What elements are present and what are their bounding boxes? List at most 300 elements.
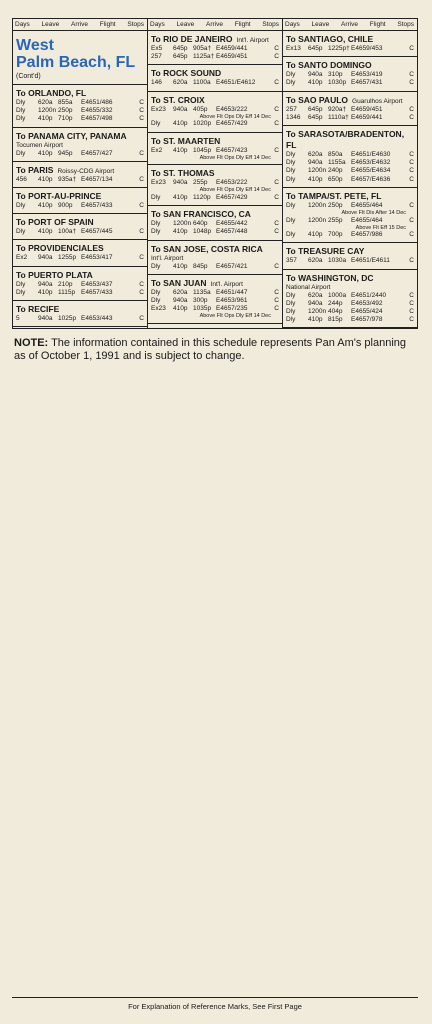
- flight-row: [151, 289, 279, 297]
- header-flight: Flight: [369, 21, 386, 28]
- flight-stops: C: [409, 159, 414, 167]
- destination-block: [283, 188, 417, 244]
- flight-number: E4653/419: [351, 71, 383, 79]
- flight-stops: C: [274, 120, 279, 128]
- destination-block: [13, 162, 147, 188]
- destination-title: To SARASOTA/BRADENTON, FL: [286, 129, 405, 151]
- flight-leave: 1200n: [173, 220, 192, 228]
- flight-leave: 940a: [173, 105, 188, 113]
- flight-row: [16, 228, 144, 236]
- flight-number: E4657/429: [216, 193, 248, 201]
- flight-leave: 620a: [308, 257, 323, 265]
- header-stops: Stops: [397, 21, 414, 28]
- flight-row: [286, 45, 414, 53]
- flight-days: Ex2: [16, 254, 28, 262]
- destination-name: [16, 217, 144, 228]
- destination-title: To PANAMA CITY, PANAMA: [16, 130, 127, 141]
- destination-name: [151, 278, 279, 289]
- flight-days: 257: [286, 105, 297, 113]
- header-flight: Flight: [99, 21, 116, 28]
- flight-days: Ex2: [151, 146, 163, 154]
- flight-stops: C: [409, 151, 414, 159]
- flight-number: E4653/E4632: [351, 159, 391, 167]
- flight-stops: C: [409, 113, 414, 121]
- destination-name: [151, 68, 279, 79]
- destination-block: [13, 301, 147, 327]
- flight-leave: 1200n: [308, 216, 327, 224]
- note-label: NOTE:: [14, 337, 49, 350]
- flight-row: [151, 220, 279, 228]
- flight-arrive: 1000a: [328, 291, 347, 299]
- flight-leave: 940a: [38, 254, 53, 262]
- flight-leave: 645p: [308, 45, 323, 52]
- flight-days: Dly: [151, 220, 161, 228]
- flight-arrive: 300p: [193, 296, 208, 304]
- flight-arrive: 815p: [328, 316, 343, 324]
- flight-stops: C: [139, 315, 144, 323]
- airport-note: Int'l. Airport: [210, 280, 243, 288]
- flight-leave: 410p: [38, 149, 53, 157]
- flight-arrive: 710p: [58, 115, 73, 123]
- destination-title: To SANTO DOMINGO: [286, 60, 372, 71]
- flight-number: E4653/222: [216, 179, 248, 187]
- flight-arrive: 1120p: [193, 193, 211, 201]
- flight-leave: 410p: [38, 202, 53, 210]
- flight-stops: C: [409, 79, 414, 87]
- flight-row: [16, 281, 144, 289]
- flight-stops: C: [139, 228, 144, 236]
- flight-arrive: 920a†: [328, 105, 347, 113]
- flight-days: Dly: [151, 262, 161, 270]
- schedule-column: [148, 18, 283, 328]
- flight-arrive: 640p: [193, 220, 208, 228]
- flight-days: Dly: [286, 71, 296, 79]
- flight-number: E4657/235: [216, 305, 248, 313]
- flight-leave: 410p: [308, 316, 323, 324]
- flight-stops: C: [274, 288, 279, 296]
- flight-row: [286, 231, 414, 239]
- destination-block: [148, 31, 282, 65]
- flight-days: Dly: [151, 288, 161, 296]
- flight-leave: 940a: [308, 71, 323, 79]
- flight-number: E4657/433: [81, 288, 113, 296]
- header-stops: Stops: [127, 21, 144, 28]
- header-arrive: Arrive: [341, 21, 358, 28]
- flight-number: E4653/443: [81, 315, 113, 323]
- destination-name: [151, 34, 279, 45]
- flight-days: Dly: [286, 291, 296, 299]
- flight-stops: C: [274, 296, 279, 304]
- flight-days: Dly: [16, 107, 26, 115]
- flight-arrive: 1048p: [193, 228, 212, 236]
- flight-stops: C: [139, 280, 144, 288]
- flight-row: [16, 107, 144, 115]
- destination-block: [13, 85, 147, 128]
- flight-arrive: 905a†: [193, 45, 212, 52]
- destination-title: To SAN JUAN: [151, 277, 207, 288]
- flight-number: E4657/431: [351, 79, 383, 87]
- flight-leave: 620a: [173, 79, 188, 87]
- flight-row: [151, 45, 279, 53]
- flight-leave: 410p: [173, 228, 188, 236]
- destination-name: [16, 304, 144, 315]
- flight-leave: 1200n: [308, 308, 327, 316]
- flight-arrive: 1045p: [193, 146, 212, 154]
- destination-title: To RIO DE JANEIRO: [151, 34, 233, 44]
- flight-row: [16, 202, 144, 210]
- flight-leave: 1200n: [308, 167, 327, 175]
- flight-days: 357: [286, 257, 297, 265]
- destination-block: [148, 65, 282, 91]
- flight-stops: C: [139, 202, 144, 210]
- destination-name: [16, 191, 144, 202]
- airport-note: National Airport: [286, 283, 331, 291]
- flight-leave: 940a: [38, 315, 53, 323]
- header-days: Days: [285, 21, 300, 28]
- flight-leave: 410p: [308, 175, 323, 183]
- flight-arrive: 404p: [328, 308, 343, 316]
- airport-note: Roissy-CDG Airport: [57, 167, 115, 175]
- flight-arrive: 1030p: [328, 79, 347, 87]
- flight-days: Ex5: [151, 45, 163, 52]
- flight-leave: 410p: [38, 228, 53, 236]
- flight-subnote: Above Flt Ops Dly Eff 14 Dec: [199, 113, 271, 120]
- column-header: [148, 18, 282, 31]
- destination-title: To SAN FRANCISCO, CA: [151, 209, 251, 220]
- flight-days: Dly: [16, 99, 26, 106]
- column-header: [283, 18, 417, 31]
- flight-leave: 620a: [38, 99, 53, 106]
- flight-number: E4655/E4634: [351, 167, 391, 175]
- flight-number: E4657/E4636: [351, 175, 391, 183]
- flight-number: E4655/332: [81, 107, 113, 115]
- flight-days: Dly: [286, 299, 296, 307]
- header-flight: Flight: [234, 21, 251, 28]
- flight-row: [151, 147, 279, 155]
- flight-stops: C: [274, 45, 279, 52]
- flight-number: E4657/429: [216, 120, 248, 128]
- flight-stops: C: [409, 175, 414, 183]
- flight-stops: C: [409, 167, 414, 175]
- flight-arrive: 244p: [328, 299, 343, 307]
- flight-row: [151, 106, 279, 114]
- flight-arrive: 935a†: [58, 175, 77, 183]
- flight-arrive: 250p: [58, 107, 73, 115]
- flight-days: 5: [16, 315, 20, 323]
- flight-arrive: 255p: [328, 216, 343, 224]
- flight-row: [16, 315, 144, 323]
- destination-block: [283, 243, 417, 269]
- flight-arrive: 1255p: [58, 254, 77, 262]
- destination-name: [16, 131, 144, 142]
- flight-stops: C: [139, 288, 144, 296]
- destination-block: [13, 188, 147, 214]
- origin-continued: (Cont'd): [16, 73, 41, 80]
- destination-block: [13, 240, 147, 266]
- flight-arrive: 855a: [58, 99, 73, 106]
- schedule-column: [283, 18, 418, 328]
- flight-days: Dly: [151, 120, 161, 128]
- flight-arrive: 1035p: [193, 305, 212, 313]
- flight-row: [16, 150, 144, 158]
- flight-arrive: 1020p: [193, 120, 212, 128]
- flight-days: 257: [151, 53, 162, 61]
- destination-title: To SANTIAGO, CHILE: [286, 34, 374, 44]
- flight-stops: C: [139, 115, 144, 123]
- airport-note: Int'l. Airport: [151, 254, 184, 262]
- header-arrive: Arrive: [71, 21, 88, 28]
- flight-stops: C: [409, 291, 414, 299]
- destination-block: [283, 57, 417, 91]
- airport-note: Tocumen Airport: [16, 141, 63, 149]
- flight-number: E4653/222: [216, 105, 248, 113]
- flight-stops: C: [274, 220, 279, 228]
- flight-number: E4657/421: [216, 262, 248, 270]
- flight-leave: 940a: [308, 299, 323, 307]
- flight-number: E4657/986: [351, 231, 383, 239]
- flight-subnote: Above Flt Ops Dly Eff 14 Dec: [199, 313, 271, 320]
- header-leave: Leave: [311, 21, 330, 28]
- flight-subnote: Above Flt Dis After 14 Dec: [341, 210, 406, 217]
- flight-days: Dly: [151, 296, 161, 304]
- destination-title: To PORT OF SPAIN: [16, 217, 94, 228]
- destination-title: To SAO PAULO: [286, 94, 349, 105]
- flight-arrive: 405p: [193, 105, 208, 113]
- schedule-disclaimer: [12, 337, 418, 363]
- flight-number: E4659/441: [216, 45, 248, 52]
- flight-arrive: 1115p: [58, 288, 76, 296]
- flight-days: Dly: [286, 216, 296, 224]
- destination-name: [151, 136, 279, 147]
- flight-row: [286, 316, 414, 324]
- header-leave: Leave: [41, 21, 60, 28]
- destination-name: [151, 244, 279, 255]
- flight-number: E4659/451: [216, 53, 248, 61]
- flight-leave: 410p: [173, 120, 188, 128]
- flight-number: E4657/498: [81, 115, 113, 123]
- origin-city-line2: Palm Beach, FL: [16, 54, 136, 71]
- flight-leave: 645p: [173, 45, 188, 52]
- destination-name: [286, 191, 414, 202]
- flight-row: [286, 217, 414, 225]
- flight-days: Dly: [16, 115, 26, 123]
- flight-row: [16, 254, 144, 262]
- flight-arrive: 900p: [58, 202, 73, 210]
- flight-arrive: 1100a: [193, 79, 211, 87]
- destination-title: To PUERTO PLATA: [16, 269, 93, 280]
- flight-leave: 410p: [308, 231, 323, 239]
- destination-name: [286, 34, 414, 45]
- flight-arrive: 850a: [328, 151, 343, 159]
- flight-arrive: 1135a: [193, 288, 211, 296]
- flight-number: E4659/441: [351, 113, 383, 121]
- destination-name: [286, 60, 414, 71]
- airport-note: Int'l. Airport: [236, 37, 269, 44]
- flight-row: [286, 292, 414, 300]
- schedule-grid: [12, 18, 418, 329]
- flight-number: E4653/417: [81, 254, 113, 262]
- destination-name: [151, 95, 279, 106]
- flight-arrive: 1125a†: [193, 53, 215, 61]
- flight-days: Dly: [151, 193, 161, 201]
- flight-stops: C: [409, 45, 414, 52]
- destination-title: To ORLANDO, FL: [16, 88, 87, 98]
- destination-title: To TREASURE CAY: [286, 246, 365, 257]
- flight-number: E4657/433: [81, 202, 113, 210]
- destination-name: [286, 95, 414, 106]
- flight-number: E4655/464: [351, 201, 383, 209]
- flight-number: E4651/447: [216, 288, 248, 296]
- destination-block: [13, 128, 147, 162]
- header-arrive: Arrive: [206, 21, 223, 28]
- flight-row: [151, 120, 279, 128]
- flight-stops: C: [409, 308, 414, 316]
- flight-number: E4659/451: [351, 105, 383, 113]
- destination-name: [16, 270, 144, 281]
- flight-row: [286, 176, 414, 184]
- flight-days: Dly: [286, 316, 296, 324]
- flight-row: [151, 79, 279, 87]
- destination-title: To ST. CROIX: [151, 94, 205, 105]
- flight-stops: C: [139, 254, 144, 262]
- destination-name: [16, 165, 144, 176]
- flight-arrive: 255p: [193, 179, 208, 187]
- flight-row: [286, 151, 414, 159]
- header-stops: Stops: [262, 21, 279, 28]
- destination-block: [148, 206, 282, 240]
- flight-number: E4655/464: [351, 216, 383, 224]
- flight-days: 1346: [286, 113, 301, 121]
- flight-leave: 410p: [173, 146, 188, 154]
- flight-days: Dly: [151, 228, 161, 236]
- flight-leave: 940a: [173, 179, 188, 187]
- destination-name: [16, 88, 144, 99]
- flight-number: E4657/134: [81, 175, 113, 183]
- flight-row: [286, 257, 414, 265]
- flight-row: [286, 79, 414, 87]
- flight-row: [286, 300, 414, 308]
- flight-days: Dly: [16, 280, 26, 288]
- flight-stops: C: [409, 201, 414, 209]
- flight-number: E4653/437: [81, 280, 113, 288]
- flight-stops: C: [139, 175, 144, 183]
- flight-number: E4657/445: [81, 228, 113, 236]
- origin-block: [13, 31, 147, 85]
- flight-leave: 1200n: [308, 201, 327, 209]
- destination-block: [283, 126, 417, 188]
- destination-block: [283, 31, 417, 57]
- flight-leave: 410p: [173, 305, 188, 313]
- flight-number: E4655/442: [216, 220, 248, 228]
- destination-title: To ROCK SOUND: [151, 68, 222, 79]
- flight-number: E4657/423: [216, 146, 248, 154]
- flight-days: Dly: [286, 308, 296, 316]
- flight-row: [286, 71, 414, 79]
- footer-reference-note: For Explanation of Reference Marks, See First Page: [12, 997, 418, 1011]
- flight-days: Ex23: [151, 105, 166, 113]
- flight-days: Dly: [16, 202, 26, 210]
- destination-name: [286, 246, 414, 257]
- flight-arrive: 210p: [58, 280, 73, 288]
- flight-number: E4657/427: [81, 149, 113, 157]
- flight-days: Dly: [16, 228, 26, 236]
- flight-row: [16, 99, 144, 107]
- flight-arrive: 700p: [328, 231, 343, 239]
- destination-title: To SAN JOSE, COSTA RICA: [151, 243, 263, 254]
- flight-row: [16, 289, 144, 297]
- destination-block: [13, 267, 147, 301]
- flight-leave: 410p: [173, 193, 188, 201]
- destination-title: To ST. MAARTEN: [151, 135, 221, 146]
- destination-block: [283, 92, 417, 126]
- flight-stops: C: [274, 228, 279, 236]
- destination-name: [151, 209, 279, 220]
- flight-stops: C: [274, 79, 279, 87]
- flight-leave: 410p: [38, 175, 53, 183]
- flight-stops: C: [409, 316, 414, 324]
- flight-leave: 620a: [308, 291, 323, 299]
- flight-leave: 410p: [38, 115, 53, 123]
- destination-block: [148, 241, 282, 275]
- flight-days: 456: [16, 175, 27, 183]
- flight-number: E4651/E4630: [351, 151, 391, 159]
- destination-block: [148, 133, 282, 166]
- flight-arrive: 310p: [328, 71, 343, 79]
- flight-stops: C: [274, 105, 279, 113]
- flight-days: Dly: [16, 149, 26, 157]
- destination-block: [13, 214, 147, 240]
- flight-row: [151, 305, 279, 313]
- flight-number: E4651/486: [81, 99, 113, 106]
- destination-block: [148, 165, 282, 206]
- flight-number: E4653/961: [216, 296, 248, 304]
- airport-note: Guarulhos Airport: [352, 97, 403, 105]
- flight-stops: C: [409, 105, 414, 113]
- flight-stops: C: [274, 193, 279, 201]
- destination-title: To ST. THOMAS: [151, 168, 215, 179]
- flight-leave: 940a: [173, 296, 188, 304]
- flight-arrive: 100a†: [58, 228, 77, 236]
- flight-stops: C: [409, 71, 414, 79]
- flight-leave: 410p: [173, 262, 188, 270]
- flight-row: [286, 202, 414, 210]
- flight-row: [151, 297, 279, 305]
- flight-row: [286, 167, 414, 175]
- flight-arrive: 1225p†: [328, 45, 350, 52]
- schedule-page: [12, 18, 418, 363]
- origin-city-line1: West: [16, 37, 54, 54]
- flight-stops: C: [409, 299, 414, 307]
- destination-title: To RECIFE: [16, 304, 60, 315]
- flight-days: Dly: [16, 288, 26, 296]
- flight-stops: C: [409, 231, 414, 239]
- destination-title: To PARIS: [16, 164, 54, 175]
- flight-number: E4657/448: [216, 228, 248, 236]
- flight-stops: C: [274, 262, 279, 270]
- flight-arrive: 240p: [328, 167, 343, 175]
- flight-number: E4657/978: [351, 316, 383, 324]
- flight-leave: 940a: [38, 280, 53, 288]
- flight-stops: C: [274, 179, 279, 187]
- flight-row: [16, 176, 144, 184]
- flight-stops: C: [274, 146, 279, 154]
- flight-days: Dly: [286, 231, 296, 239]
- flight-arrive: 1025p: [58, 315, 77, 323]
- flight-leave: 410p: [38, 288, 53, 296]
- flight-row: [151, 263, 279, 271]
- flight-leave: 645p: [173, 53, 188, 61]
- flight-arrive: 1110a†: [328, 113, 349, 121]
